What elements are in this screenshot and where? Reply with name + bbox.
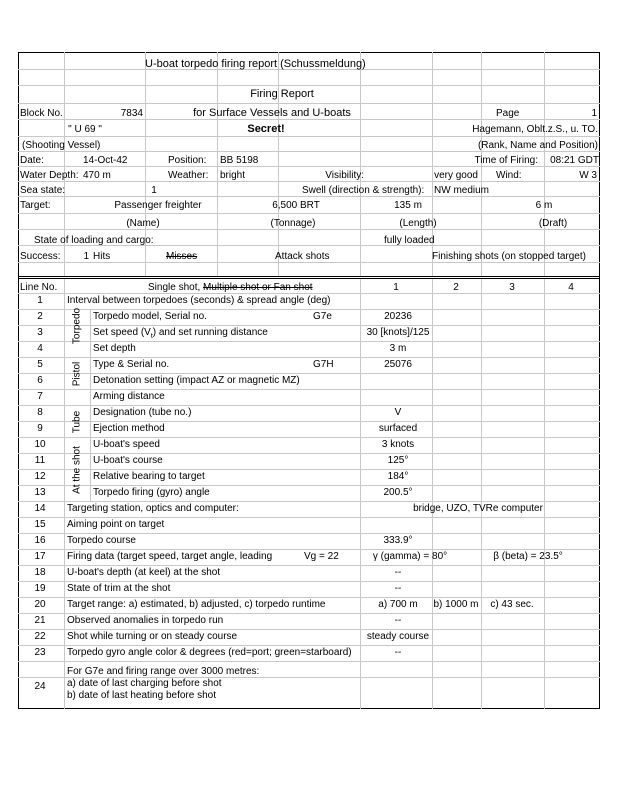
grid-line — [18, 565, 600, 566]
grid-line — [481, 279, 482, 709]
page-number: 1 — [591, 108, 597, 119]
target-label: Target: — [20, 200, 51, 211]
row-number: 15 — [34, 519, 46, 530]
grid-line — [18, 549, 600, 550]
grid-line — [18, 437, 600, 438]
row-label: Relative bearing to target — [93, 471, 205, 482]
row-value-1: V — [394, 407, 402, 418]
row-label: Detonation setting (impact AZ or magnetic MZ) — [93, 375, 300, 386]
weather-label: Weather: — [168, 170, 209, 181]
row-label: State of trim at the shot — [67, 583, 171, 594]
shooting-vessel-caption: (Shooting Vessel) — [22, 140, 101, 151]
row-mid-value: G7H — [313, 359, 334, 370]
secret-mark: Secret! — [247, 123, 285, 135]
grid-line — [18, 469, 600, 470]
position-label: Position: — [168, 155, 207, 166]
row-label: U-boat's depth (at keel) at the shot — [67, 567, 221, 578]
row-number: 21 — [34, 615, 46, 626]
line-no-header: Line No. — [20, 282, 58, 293]
grid-line — [18, 276, 600, 277]
grid-line — [278, 52, 279, 276]
subscript: t — [150, 333, 153, 340]
position-value: BB 5198 — [220, 155, 259, 166]
multiple-shot-text: Multiple shot or Fan shot — [203, 282, 313, 293]
row-number: 16 — [34, 535, 46, 546]
date-value: 14-Oct-42 — [83, 155, 128, 166]
attack-shots-label: Attack shots — [275, 251, 330, 262]
misses-label: Misses — [166, 251, 198, 262]
group-at-the-shot: At the shot — [71, 446, 83, 494]
row-number: 4 — [37, 343, 43, 354]
target-length: 135 m — [394, 200, 422, 211]
row-number: 10 — [34, 439, 46, 450]
row-label: Shot while turning or on steady course — [67, 631, 238, 642]
row-number: 11 — [34, 455, 46, 466]
grid-line — [360, 52, 361, 276]
grid-line — [18, 103, 600, 104]
visibility-value: very good — [434, 170, 478, 181]
row-number: 7 — [37, 391, 43, 402]
sea-state-label: Sea state: — [20, 185, 66, 196]
grid-line — [217, 52, 218, 276]
row-value-1: steady course — [366, 631, 430, 642]
grid-line — [18, 533, 600, 534]
draft-caption: (Draft) — [538, 218, 568, 229]
grid-line — [360, 279, 361, 709]
row-value-1: 184° — [387, 471, 409, 482]
grid-line — [18, 278, 600, 279]
grid-line — [18, 485, 600, 486]
row-label: Set depth — [93, 343, 136, 354]
swell-value: NW medium — [434, 185, 490, 196]
depth-label: Water Depth: — [20, 170, 79, 181]
row-number: 8 — [37, 407, 43, 418]
officer-name: Hagemann, Oblt.z.S., u. TO. — [472, 124, 598, 135]
grid-line — [64, 279, 65, 709]
row-label: U-boat's speed — [93, 439, 160, 450]
grid-line — [544, 52, 545, 276]
row-value-1: 30 [knots]/125 — [366, 327, 430, 338]
hits-count: 1 — [83, 251, 89, 262]
length-caption: (Length) — [399, 218, 437, 229]
loading-value: fully loaded — [384, 235, 435, 246]
row-label: Torpedo gyro angle color & degrees (red=port; green=starboard) — [67, 647, 352, 658]
row-24-number: 24 — [34, 681, 46, 692]
grid-line — [18, 613, 600, 614]
row-number: 5 — [37, 359, 43, 370]
row-number: 17 — [34, 551, 46, 562]
grid-line — [432, 279, 433, 709]
grid-line — [18, 421, 600, 422]
success-label: Success: — [20, 251, 61, 262]
shot-column-header-2: 2 — [453, 282, 459, 293]
grid-line — [544, 279, 545, 709]
row-value-1: -- — [394, 567, 402, 578]
row-value-1: a) 700 m — [378, 599, 418, 610]
row-value-2: β (beta) = 23.5° — [493, 551, 563, 562]
group-pistol: Pistol — [71, 361, 83, 387]
row-value-1: bridge, UZO, TVRe computer — [413, 503, 543, 514]
row-label: Firing data (target speed, target angle, leading — [67, 551, 273, 562]
grid-line — [18, 52, 600, 53]
wind-label: Wind: — [496, 170, 522, 181]
row-label: Torpedo firing (gyro) angle — [93, 487, 210, 498]
grid-line — [90, 309, 91, 501]
row-24-line-2: a) date of last charging before shot — [67, 678, 222, 689]
row-number: 22 — [34, 631, 46, 642]
shot-column-header-1: 1 — [393, 282, 399, 293]
row-number: 9 — [37, 423, 43, 434]
row-number: 14 — [34, 503, 46, 514]
row-number: 12 — [34, 471, 46, 482]
grid-line — [18, 629, 600, 630]
row-value-1: 200.5° — [383, 487, 413, 498]
target-name: Passenger freighter — [114, 200, 202, 211]
row-number: 19 — [34, 583, 46, 594]
report-subtitle: Firing Report — [250, 88, 314, 100]
grid-line — [18, 213, 600, 214]
row-label: Designation (tube no.) — [93, 407, 192, 418]
date-label: Date: — [20, 155, 44, 166]
grid-line — [18, 597, 600, 598]
row-value-1: γ (gamma) = 80° — [372, 551, 448, 562]
row-label: Interval between torpedoes (seconds) & spread angle (deg) — [67, 295, 331, 306]
row-number: 2 — [37, 311, 43, 322]
firing-report-sheet — [18, 52, 600, 709]
finishing-shots-label: Finishing shots (on stopped target) — [432, 251, 586, 262]
row-number: 1 — [37, 295, 43, 306]
grid-line — [18, 645, 600, 646]
grid-line — [18, 661, 600, 662]
row-label: Targeting station, optics and computer: — [67, 503, 239, 514]
swell-label: Swell (direction & strength): — [302, 185, 425, 196]
grid-line — [18, 517, 600, 518]
row-label: Set speed $(V_t)$ and set running distance — [93, 327, 268, 340]
row-mid-value: G7e — [313, 311, 332, 322]
hits-label: Hits — [93, 251, 111, 262]
row-value-1: 25076 — [384, 359, 412, 370]
row-value-2: b) 1000 m — [433, 599, 479, 610]
time-value: 08:21 GDT — [550, 155, 599, 166]
row-label: Ejection method — [93, 423, 165, 434]
wind-value: W 3 — [579, 170, 597, 181]
grid-line — [18, 85, 600, 86]
row-label: Target range: a) estimated, b) adjusted, c) torpedo runtime — [67, 599, 326, 610]
row-number: 20 — [34, 599, 46, 610]
row-value-1: 3 m — [389, 343, 407, 354]
row-number: 6 — [37, 375, 43, 386]
weather-value: bright — [220, 170, 246, 181]
row-label: Arming distance — [93, 391, 165, 402]
grid-line — [18, 136, 600, 137]
row-value-1: 3 knots — [381, 439, 415, 450]
grid-line — [18, 501, 600, 502]
grid-line — [18, 309, 600, 310]
row-number: 13 — [34, 487, 46, 498]
depth-value: 470 m — [83, 170, 111, 181]
row-label: U-boat's course — [93, 455, 163, 466]
single-shot-text: Single shot, — [148, 282, 201, 293]
for-line: for Surface Vessels and U-boats — [193, 107, 351, 119]
single-shot-header — [148, 282, 313, 294]
shot-column-header-3: 3 — [509, 282, 515, 293]
row-label: Type & Serial no. — [93, 359, 170, 370]
boat-name: " U 69 " — [68, 124, 102, 135]
group-tube: Tube — [71, 410, 83, 434]
grid-line — [18, 405, 600, 406]
grid-line — [18, 708, 600, 709]
sea-state-value: 1 — [151, 185, 157, 196]
row-24-line-3: b) date of last heating before shot — [67, 690, 216, 701]
time-label: Time of Firing: — [474, 155, 538, 166]
row-value-3: c) 43 sec. — [490, 599, 534, 610]
row-value-1: -- — [394, 583, 402, 594]
grid-line — [18, 453, 600, 454]
report-title: U-boat torpedo firing report (Schussmeldung) — [145, 58, 366, 70]
grid-line — [18, 325, 600, 326]
row-number: 23 — [34, 647, 46, 658]
row-value-1: 125° — [387, 455, 409, 466]
visibility-label: Visibility: — [325, 170, 364, 181]
block-label: Block No. — [20, 108, 63, 119]
row-number: 3 — [37, 327, 43, 338]
row-label: Observed anomalies in torpedo run — [67, 615, 224, 626]
grid-line — [18, 389, 600, 390]
target-tonnage: 6,500 BRT — [272, 200, 320, 211]
row-value-1: surfaced — [378, 423, 418, 434]
grid-line — [18, 581, 600, 582]
grid-line — [18, 373, 600, 374]
row-24-line-1: For G7e and firing range over 3000 metres: — [67, 666, 260, 677]
shot-column-header-4: 4 — [568, 282, 574, 293]
name-caption: (Name) — [126, 218, 160, 229]
row-value-1: 20236 — [384, 311, 412, 322]
tonnage-caption: (Tonnage) — [270, 218, 316, 229]
grid-line — [18, 357, 600, 358]
row-value-1: -- — [394, 647, 402, 658]
row-label: Torpedo model, Serial no. — [93, 311, 207, 322]
loading-label: State of loading and cargo: — [34, 235, 154, 246]
row-value-1: -- — [394, 615, 402, 626]
rank-caption: (Rank, Name and Position) — [477, 140, 598, 151]
row-number: 18 — [34, 567, 46, 578]
row-label: Torpedo course — [67, 535, 136, 546]
block-number: 7834 — [120, 108, 143, 119]
target-draft: 6 m — [535, 200, 553, 211]
row-value-1: 333.9° — [383, 535, 413, 546]
page-label: Page — [496, 108, 520, 119]
group-torpedo: Torpedo — [71, 307, 83, 345]
row-mid-value: Vg = 22 — [304, 551, 339, 562]
row-label: Aiming point on target — [67, 519, 165, 530]
